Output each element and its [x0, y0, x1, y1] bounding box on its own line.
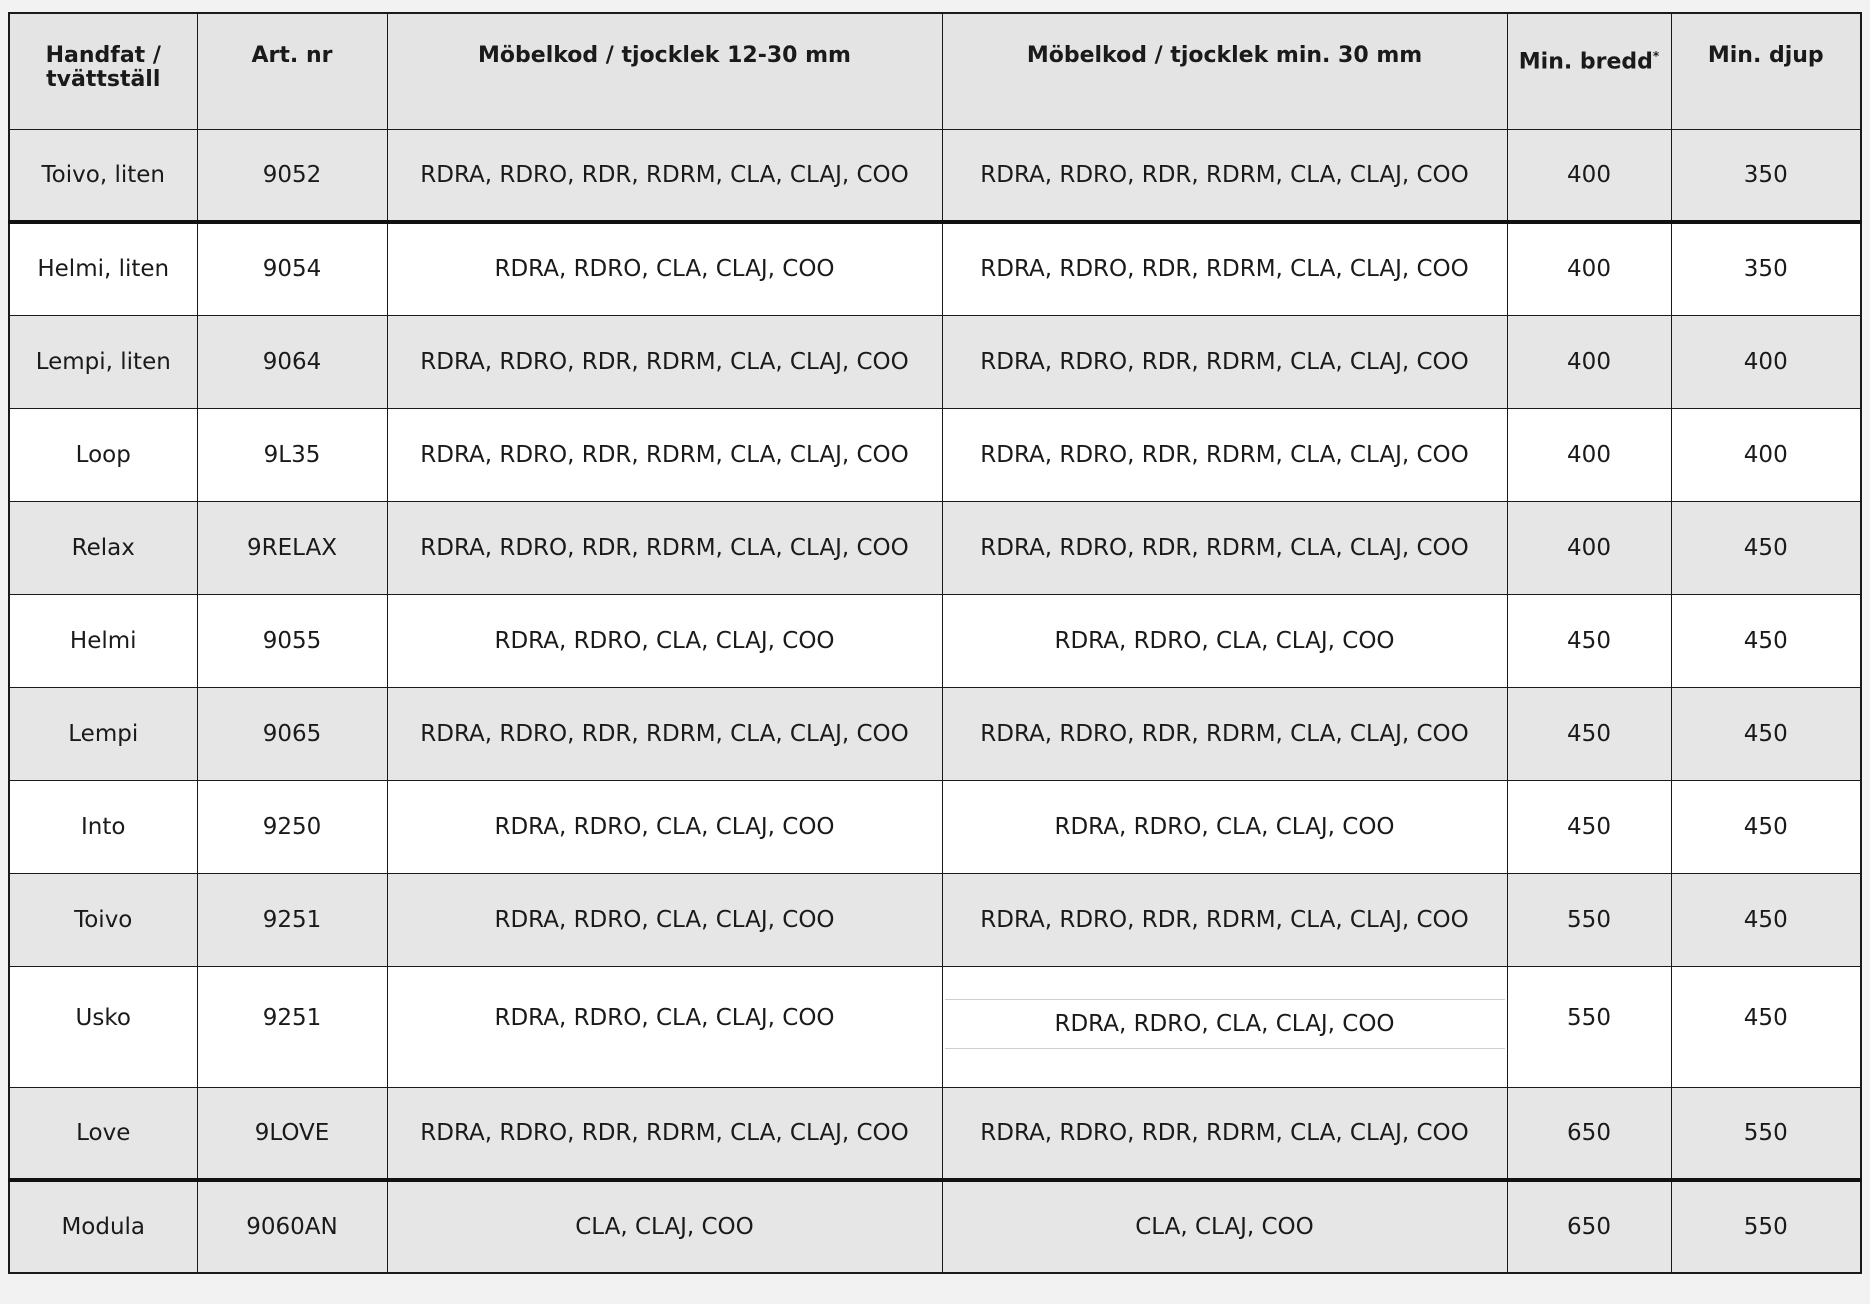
cell-art-nr: 9LOVE — [197, 1087, 387, 1180]
compatibility-table-container — [8, 12, 1860, 1274]
cell-code-min-30: RDRA, RDRO, CLA, CLAJ, COO — [942, 594, 1507, 687]
cell-art-nr: 9052 — [197, 129, 387, 222]
table-row — [9, 594, 1861, 687]
cell-code-min-30: RDRA, RDRO, RDR, RDRM, CLA, CLAJ, COO — [942, 129, 1507, 222]
cell-code-min-30: CLA, CLAJ, COO — [942, 1180, 1507, 1273]
header-min-width-label: Min. bredd — [1518, 49, 1653, 75]
cell-basin: Toivo, liten — [9, 129, 197, 222]
cell-min-depth: 450 — [1671, 501, 1861, 594]
cell-code-12-30: RDRA, RDRO, RDR, RDRM, CLA, CLAJ, COO — [387, 1087, 942, 1180]
cell-min-width: 450 — [1507, 594, 1671, 687]
cell-code-min-30-inner: RDRA, RDRO, CLA, CLAJ, COO — [945, 999, 1505, 1049]
cell-min-width: 550 — [1507, 966, 1671, 1087]
cell-min-depth: 450 — [1671, 966, 1861, 1087]
cell-code-min-30: RDRA, RDRO, RDR, RDRM, CLA, CLAJ, COO — [942, 501, 1507, 594]
cell-basin: Loop — [9, 408, 197, 501]
table-row — [9, 687, 1861, 780]
cell-min-width: 450 — [1507, 780, 1671, 873]
cell-basin: Relax — [9, 501, 197, 594]
cell-code-min-30 — [942, 966, 1507, 1087]
cell-code-min-30: RDRA, RDRO, RDR, RDRM, CLA, CLAJ, COO — [942, 408, 1507, 501]
cell-code-min-30: RDRA, RDRO, RDR, RDRM, CLA, CLAJ, COO — [942, 687, 1507, 780]
cell-min-depth: 450 — [1671, 687, 1861, 780]
cell-code-12-30: RDRA, RDRO, CLA, CLAJ, COO — [387, 594, 942, 687]
cell-min-depth: 550 — [1671, 1180, 1861, 1273]
table-row — [9, 1180, 1861, 1273]
table-row — [9, 780, 1861, 873]
compatibility-table — [8, 12, 1862, 1274]
cell-basin: Lempi — [9, 687, 197, 780]
cell-min-width: 400 — [1507, 315, 1671, 408]
cell-min-width: 400 — [1507, 129, 1671, 222]
cell-min-width: 450 — [1507, 687, 1671, 780]
cell-basin: Usko — [9, 966, 197, 1087]
cell-art-nr: 9250 — [197, 780, 387, 873]
table-row — [9, 315, 1861, 408]
cell-min-depth: 350 — [1671, 222, 1861, 315]
cell-code-12-30: RDRA, RDRO, RDR, RDRM, CLA, CLAJ, COO — [387, 501, 942, 594]
cell-art-nr: 9055 — [197, 594, 387, 687]
table-row — [9, 1087, 1861, 1180]
cell-min-depth: 450 — [1671, 780, 1861, 873]
cell-code-min-30: RDRA, RDRO, RDR, RDRM, CLA, CLAJ, COO — [942, 222, 1507, 315]
cell-basin: Modula — [9, 1180, 197, 1273]
table-row — [9, 408, 1861, 501]
cell-min-depth: 350 — [1671, 129, 1861, 222]
cell-min-depth: 450 — [1671, 873, 1861, 966]
cell-code-12-30: RDRA, RDRO, RDR, RDRM, CLA, CLAJ, COO — [387, 408, 942, 501]
cell-basin: Lempi, liten — [9, 315, 197, 408]
cell-code-12-30: RDRA, RDRO, RDR, RDRM, CLA, CLAJ, COO — [387, 315, 942, 408]
cell-min-width: 400 — [1507, 501, 1671, 594]
cell-art-nr: 9251 — [197, 966, 387, 1087]
header-furniture-code-12-30: Möbelkod / tjocklek 12-30 mm — [387, 13, 942, 129]
header-min-width-footnote-mark: * — [1652, 49, 1660, 63]
header-furniture-code-min-30: Möbelkod / tjocklek min. 30 mm — [942, 13, 1507, 129]
cell-code-12-30: CLA, CLAJ, COO — [387, 1180, 942, 1273]
cell-code-12-30: RDRA, RDRO, CLA, CLAJ, COO — [387, 873, 942, 966]
cell-art-nr: 9251 — [197, 873, 387, 966]
cell-basin: Into — [9, 780, 197, 873]
cell-basin: Toivo — [9, 873, 197, 966]
cell-art-nr: 9065 — [197, 687, 387, 780]
table-row — [9, 966, 1861, 1087]
cell-code-12-30: RDRA, RDRO, RDR, RDRM, CLA, CLAJ, COO — [387, 687, 942, 780]
header-row — [9, 13, 1861, 129]
cell-code-12-30: RDRA, RDRO, CLA, CLAJ, COO — [387, 780, 942, 873]
table-row — [9, 129, 1861, 222]
cell-art-nr: 9L35 — [197, 408, 387, 501]
cell-code-12-30: RDRA, RDRO, CLA, CLAJ, COO — [387, 222, 942, 315]
cell-basin: Helmi, liten — [9, 222, 197, 315]
cell-art-nr: 9RELAX — [197, 501, 387, 594]
cell-code-min-30: RDRA, RDRO, RDR, RDRM, CLA, CLAJ, COO — [942, 1087, 1507, 1180]
table-row — [9, 873, 1861, 966]
cell-basin: Love — [9, 1087, 197, 1180]
cell-basin: Helmi — [9, 594, 197, 687]
cell-min-width: 650 — [1507, 1087, 1671, 1180]
cell-code-min-30: RDRA, RDRO, CLA, CLAJ, COO — [942, 780, 1507, 873]
cell-code-min-30: RDRA, RDRO, RDR, RDRM, CLA, CLAJ, COO — [942, 873, 1507, 966]
cell-min-depth: 450 — [1671, 594, 1861, 687]
header-basin: Handfat / tvättställ — [9, 13, 197, 129]
cell-code-12-30: RDRA, RDRO, RDR, RDRM, CLA, CLAJ, COO — [387, 129, 942, 222]
cell-min-width: 400 — [1507, 408, 1671, 501]
cell-min-width: 650 — [1507, 1180, 1671, 1273]
cell-min-depth: 400 — [1671, 315, 1861, 408]
header-min-width — [1507, 13, 1671, 129]
cell-min-depth: 550 — [1671, 1087, 1861, 1180]
cell-art-nr: 9060AN — [197, 1180, 387, 1273]
cell-min-depth: 400 — [1671, 408, 1861, 501]
table-row — [9, 501, 1861, 594]
cell-art-nr: 9064 — [197, 315, 387, 408]
cell-min-width: 550 — [1507, 873, 1671, 966]
cell-code-12-30: RDRA, RDRO, CLA, CLAJ, COO — [387, 966, 942, 1087]
cell-min-width: 400 — [1507, 222, 1671, 315]
header-art-nr: Art. nr — [197, 13, 387, 129]
table-row — [9, 222, 1861, 315]
cell-art-nr: 9054 — [197, 222, 387, 315]
cell-code-min-30: RDRA, RDRO, RDR, RDRM, CLA, CLAJ, COO — [942, 315, 1507, 408]
header-min-depth: Min. djup — [1671, 13, 1861, 129]
